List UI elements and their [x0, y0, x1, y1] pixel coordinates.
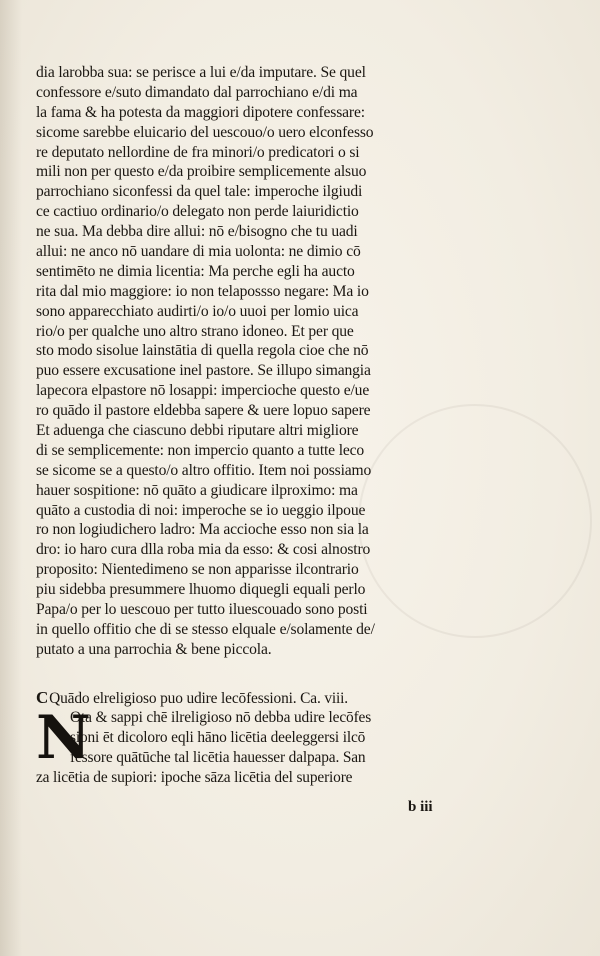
text-line: rita dal mio maggiore: io non telapossso negare: Ma io	[36, 282, 369, 300]
text-line: ro non logiudichero ladro: Ma accioche esso non sia la	[36, 521, 369, 539]
paragraph-mark: C	[36, 688, 49, 707]
text-line: allui: ne anco nō uandare di mia uolonta: ne dimio cō	[36, 243, 361, 261]
text-line: quāto a custodia di noi: imperoche se io ueggio ilpoue	[36, 501, 366, 519]
text-line: se sicome se a questo/o altro offitio. Item noi possiamo	[36, 461, 372, 479]
text-line: parrochiano siconfessi da quel tale: imperoche ilgiudi	[36, 183, 363, 201]
drop-cap-initial: N	[36, 703, 91, 773]
chapter-heading-text: Quādo elreligioso puo udire lecōfessioni. Ca. viii.	[49, 690, 348, 707]
text-line: proposito: Nientedimeno se non apparisse ilcontrario	[36, 561, 359, 579]
chapter-line: Ota & sappi chē ilreligioso nō debba udire lecōfes	[70, 708, 372, 726]
text-line: in quello offitio che di se stesso elquale e/solamente de/	[36, 620, 375, 638]
text-line: dro: io haro cura dlla roba mia da esso: & cosi alnostro	[36, 541, 371, 559]
gutter-shadow	[0, 0, 22, 956]
text-line: sentimēto ne dimia licentia: Ma perche egli ha aucto	[36, 262, 355, 280]
text-line: hauer sospitione: nō quāto a giudicare ilproximo: ma	[36, 481, 358, 499]
text-line: di se semplicemente: non impercio quanto a tutte leco	[36, 441, 365, 459]
text-line: ro quādo il pastore eldebba sapere & uere lopuo sapere	[36, 402, 371, 420]
body-text	[36, 63, 462, 660]
text-line: Papa/o per lo uescouo per tutto iluescouado sono posti	[36, 601, 368, 619]
chapter-section	[36, 688, 466, 787]
text-line: mili non per questo e/da proibire semplicemente alsuo	[36, 163, 367, 181]
signature-mark: b iii	[408, 799, 433, 815]
chapter-line: fessore quātūche tal licētia hauesser dalpapa. San	[70, 748, 366, 766]
text-line: lapecora elpastore nō losappi: impercioche questo e/ue	[36, 382, 370, 400]
text-line: ne sua. Ma debba dire allui: nō e/bisogno che tu uadi	[36, 223, 358, 241]
chapter-line: za licētia de supiori: ipoche sāza licētia del superiore	[36, 768, 353, 786]
chapter-heading	[36, 688, 466, 708]
text-line: sto modo sisolue lainstātia di quella regola cioe che nō	[36, 342, 369, 360]
text-line: la fama & ha potesta da maggiori dipotere confessare:	[36, 103, 365, 121]
text-line: sono apparecchiato audirti/o io/o uuoi per lomio uica	[36, 302, 359, 320]
text-line: re deputato nellordine de fra minori/o predicatori o si	[36, 143, 360, 161]
text-line: putato a una parrochia & bene piccola.	[36, 640, 272, 658]
text-line: dia larobba sua: se perisce a lui e/da imputare. Se quel	[36, 64, 366, 81]
text-line: puo essere excusatione inel pastore. Se illupo simangia	[36, 362, 371, 380]
text-line: sicome sarebbe eluicario del uescouo/o uero elconfesso	[36, 123, 374, 141]
chapter-line: sioni ēt dicoloro eqli hāno licētia deeleggersi ilcō	[70, 728, 366, 746]
text-line: piu sidebba presummere lhuomo diquegli equali perlo	[36, 581, 366, 599]
text-line: Et aduenga che ciascuno debbi riputare altri migliore	[36, 422, 359, 440]
text-line: rio/o per qualche uno altro strano idoneo. Et per que	[36, 322, 354, 340]
text-line: ce cactiuo ordinario/o delegato non perde laiuridictio	[36, 203, 359, 221]
text-line: confessore e/suto dimandato dal parrochiano e/di ma	[36, 83, 358, 101]
